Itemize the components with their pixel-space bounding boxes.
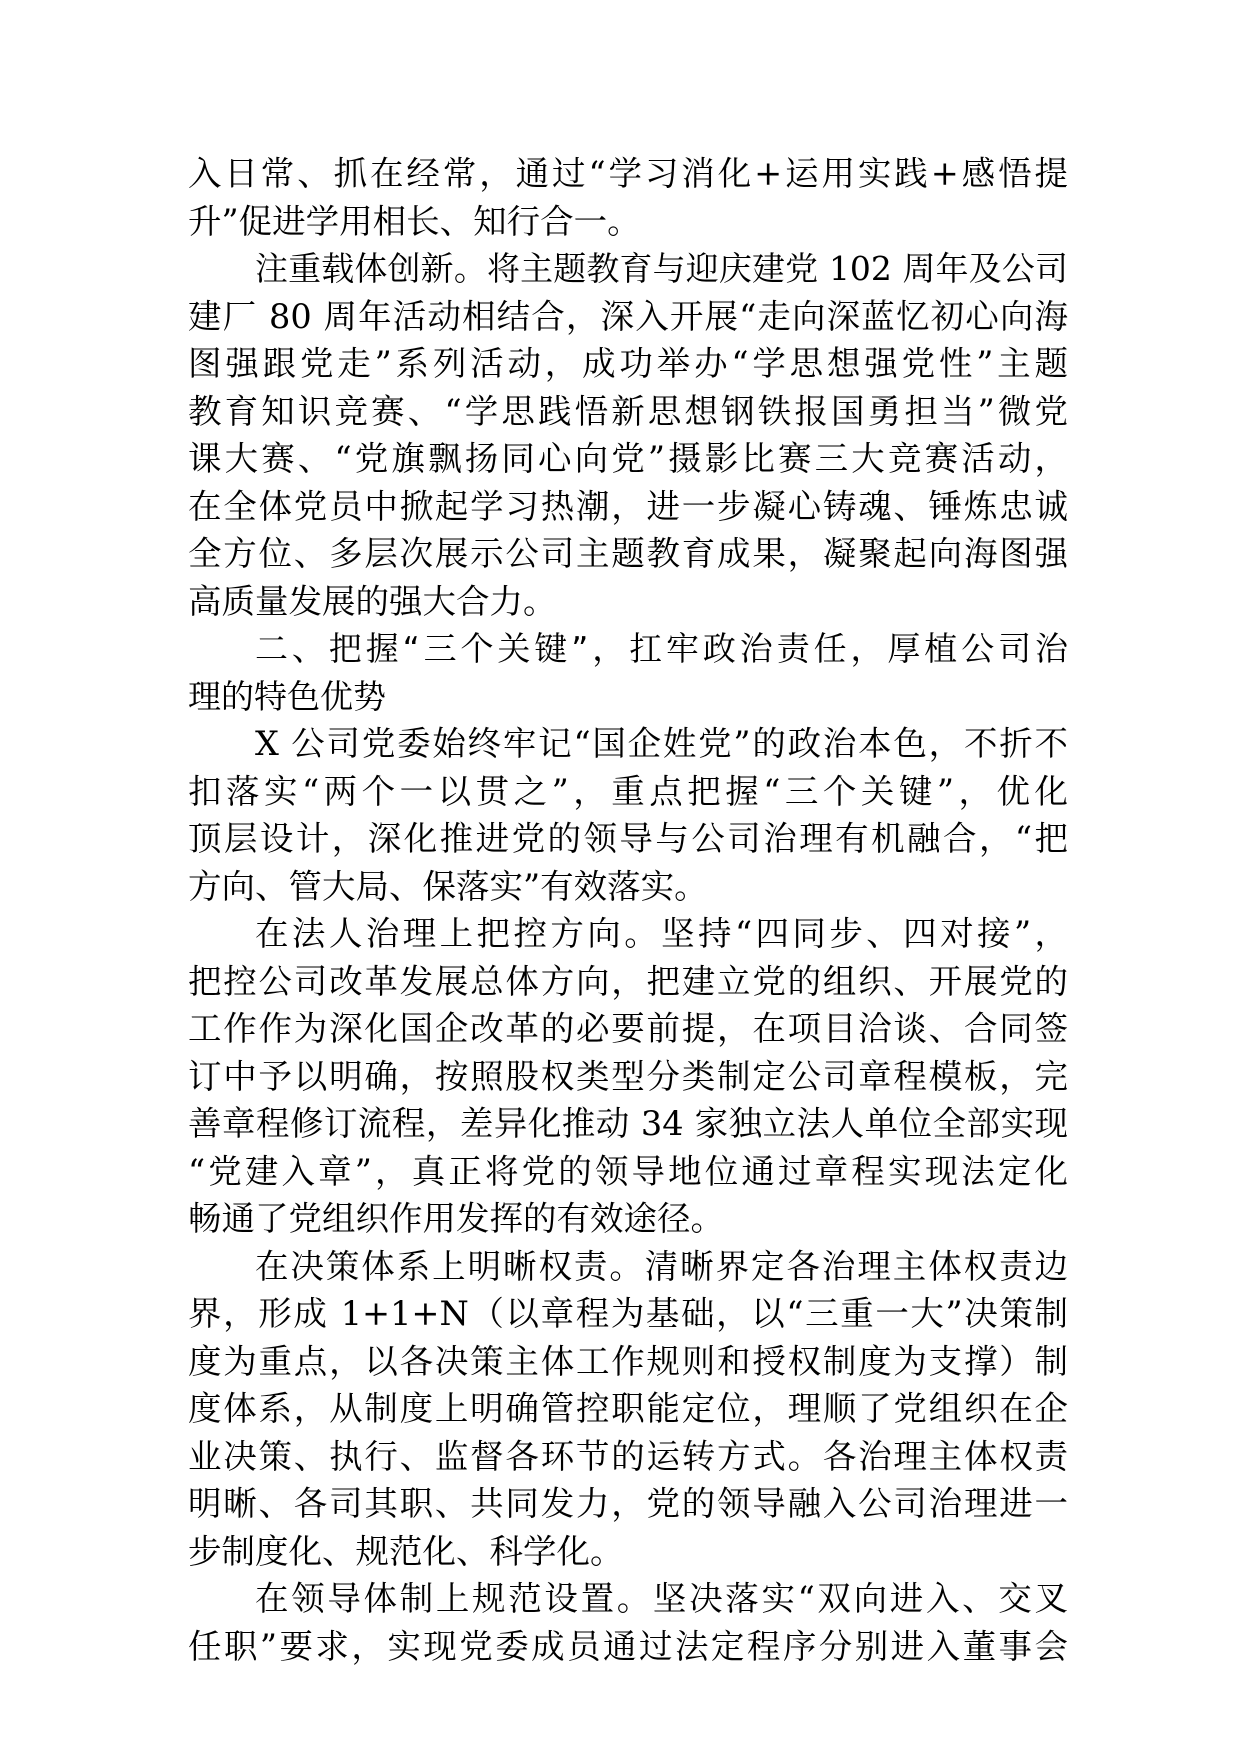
text-line: 在决策体系上明晰权责。清晰界定各治理主体权责边 [255, 1246, 1068, 1286]
para-leadership-system [188, 1575, 1068, 1670]
text-line: 高质量发展的强大合力。 [188, 581, 557, 621]
heading-line: 理的特色优势 [188, 676, 386, 716]
text-line: 步制度化、规范化、科学化。 [188, 1531, 624, 1571]
para-carrier-innovation [188, 245, 1068, 625]
text-line: 善章程修订流程，差异化推动 34 家独立法人单位全部实现 [188, 1104, 1068, 1143]
para-legal-governance [188, 910, 1068, 1243]
para-decision-system [188, 1243, 1068, 1576]
text-line: 升”促进学用相长、知行合一。 [188, 201, 641, 241]
text-line: 度体系，从制度上明确管控职能定位，理顺了党组织在企 [188, 1389, 1068, 1428]
text-line: 全方位、多层次展示公司主题教育成果，凝聚起向海图强 [188, 534, 1068, 573]
text-line: “党建入章”，真正将党的领导地位通过章程实现法定化 [188, 1151, 1068, 1191]
text-line: 顶层设计，深化推进党的领导与公司治理有机融合，“把 [188, 819, 1068, 858]
text-line: 明晰、各司其职、共同发力，党的领导融入公司治理进一 [188, 1484, 1068, 1523]
text-line: 畅通了党组织作用发挥的有效途径。 [188, 1199, 724, 1238]
text-line: 订中予以明确，按照股权类型分类制定公司章程模板，完 [188, 1056, 1068, 1096]
para-party-committee [188, 720, 1068, 910]
text-line: 界，形成 1+1+N（以章程为基础，以“三重一大”决策制 [188, 1294, 1068, 1333]
text-line: 把控公司改革发展总体方向，把建立党的组织、开展党的 [188, 961, 1068, 1001]
text-line: 入日常、抓在经常，通过“学习消化+运用实践+感悟提 [188, 154, 1068, 193]
text-line: 工作作为深化国企改革的必要前提，在项目洽谈、合同签 [188, 1009, 1068, 1048]
document-body [188, 150, 1068, 1670]
para-study-practice [188, 150, 1068, 245]
heading-line: 二、把握“三个关键”，扛牢政治责任，厚植公司治 [255, 629, 1068, 668]
text-line: 建厂 80 周年活动相结合，深入开展“走向深蓝忆初心向海 [188, 296, 1068, 336]
text-line: 教育知识竞赛、“学思践悟新思想钢铁报国勇担当”微党 [188, 391, 1068, 431]
text-line: X 公司党委始终牢记“国企姓党”的政治本色，不折不 [255, 724, 1068, 763]
text-line: 图强跟党走”系列活动，成功举办“学思想强党性”主题 [188, 344, 1068, 383]
text-line: 扣落实“两个一以贯之”，重点把握“三个关键”，优化 [188, 771, 1068, 811]
text-line: 课大赛、“党旗飘扬同心向党”摄影比赛三大竞赛活动， [188, 439, 1068, 478]
text-line: 度为重点，以各决策主体工作规则和授权制度为支撑）制 [188, 1341, 1068, 1381]
text-line: 注重载体创新。将主题教育与迎庆建党 102 周年及公司 [255, 249, 1068, 288]
text-line: 在领导体制上规范设置。坚决落实“双向进入、交叉 [255, 1579, 1068, 1618]
text-line: 在法人治理上把控方向。坚持“四同步、四对接”， [255, 914, 1068, 953]
text-line: 方向、管大局、保落实”有效落实。 [188, 866, 708, 906]
section-heading-two [188, 625, 1068, 720]
text-line: 任职”要求，实现党委成员通过法定程序分别进入董事会 [188, 1626, 1068, 1666]
text-line: 在全体党员中掀起学习热潮，进一步凝心铸魂、锤炼忠诚 [188, 486, 1068, 526]
text-line: 业决策、执行、监督各环节的运转方式。各治理主体权责 [188, 1436, 1068, 1476]
